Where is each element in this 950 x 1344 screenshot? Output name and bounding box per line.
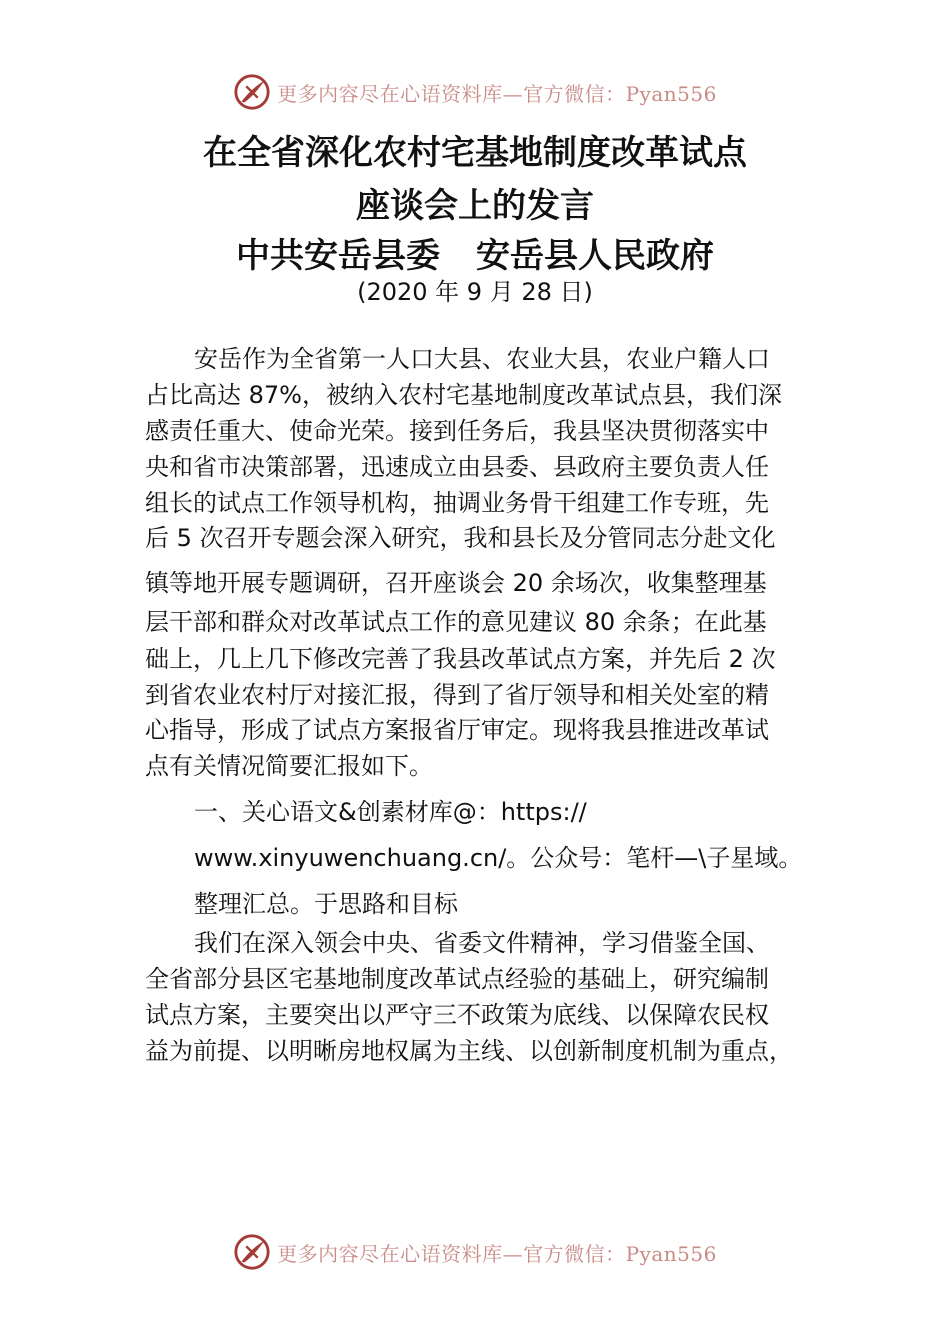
body-line: 组长的试点工作领导机构，抽调业务骨干组建工作专班，先	[145, 489, 769, 517]
body-line: 础上，几上几下修改完善了我县改革试点方案，并先后 2 次	[145, 645, 776, 673]
footer-watermark	[0, 1230, 950, 1274]
body-line: 我们在深入领会中央、省委文件精神，学习借鉴全国、	[194, 929, 770, 957]
quill-seal-icon	[233, 1233, 271, 1271]
watermark-text: 更多内容尽在心语资料库—官方微信：Pyan556	[277, 81, 717, 106]
body-line: 占比高达 87%，被纳入农村宅基地制度改革试点县，我们深	[145, 381, 782, 409]
body-line: 心指导，形成了试点方案报省厅审定。现将我县推进改革试	[145, 716, 769, 744]
title-line-1: 在全省深化农村宅基地制度改革试点	[203, 133, 747, 173]
speech-date: (2020 年 9 月 28 日)	[357, 278, 593, 306]
quill-seal-icon	[233, 73, 271, 111]
body-line: 感责任重大、使命光荣。接到任务后，我县坚决贯彻落实中	[145, 417, 769, 445]
body-line: 全省部分县区宅基地制度改革试点经验的基础上，研究编制	[145, 965, 769, 993]
watermark-text: 更多内容尽在心语资料库—官方微信：Pyan556	[277, 1241, 717, 1266]
body-line: 镇等地开展专题调研，召开座谈会 20 余场次，收集整理基	[145, 569, 767, 597]
title-line-2: 座谈会上的发言	[356, 186, 594, 226]
body-line: 点有关情况简要汇报如下。	[145, 752, 433, 780]
title-organizations	[0, 228, 950, 277]
body-line: www.xinyuwenchuang.cn/。公众号：笔杆—\子星域。	[194, 844, 803, 872]
body-line: 安岳作为全省第一人口大县、农业大县，农业户籍人口	[194, 345, 770, 373]
body-line: 试点方案，主要突出以严守三不政策为底线、以保障农民权	[145, 1001, 769, 1029]
body-line: 央和省市决策部署，迅速成立由县委、县政府主要负责人任	[145, 453, 769, 481]
org-government: 安岳县人民政府	[476, 236, 714, 276]
body-line: 层干部和群众对改革试点工作的意见建议 80 余条；在此基	[145, 608, 767, 636]
org-party-committee: 中共安岳县委	[236, 236, 440, 276]
header-watermark	[0, 70, 950, 114]
body-line: 益为前提、以明晰房地权属为主线、以创新制度机制为重点，	[145, 1037, 793, 1065]
body-line: 到省农业农村厅对接汇报，得到了省厅领导和相关处室的精	[145, 681, 769, 709]
section-heading: 一、关心语文&创素材库@：https://	[194, 798, 587, 826]
body-line: 后 5 次召开专题会深入研究，我和县长及分管同志分赴文化	[145, 524, 776, 552]
body-line: 整理汇总。于思路和目标	[194, 890, 458, 918]
